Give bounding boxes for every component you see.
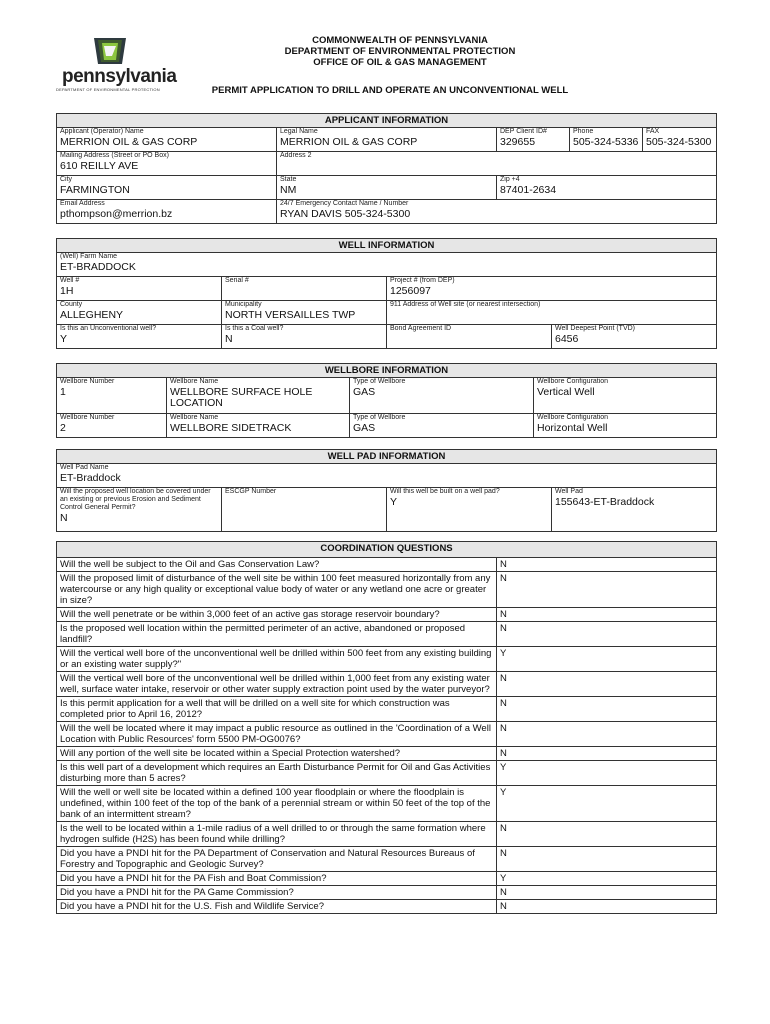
question-text: Is this permit application for a well that will be drilled on a well site for which construction was completed prior to April 16, 2012? bbox=[57, 697, 497, 722]
email-field[interactable]: Email Address pthompson@merrion.bz bbox=[57, 200, 277, 224]
section-header: WELL INFORMATION bbox=[57, 239, 717, 253]
wellbore-name-field[interactable]: Wellbore Name WELLBORE SIDETRACK bbox=[167, 414, 350, 438]
client-id-field[interactable]: DEP Client ID# 329655 bbox=[497, 128, 570, 152]
question-text: Is the proposed well location within the permitted perimeter of an active, abandoned or proposed landfill? bbox=[57, 622, 497, 647]
header-line-3: OFFICE OF OIL & GAS MANAGEMENT bbox=[313, 57, 487, 68]
bond-agreement-field[interactable]: Bond Agreement ID bbox=[387, 325, 552, 349]
wellbore-config-field[interactable]: Wellbore Configuration Horizontal Well bbox=[534, 414, 717, 438]
wellbore-type-field[interactable]: Type of Wellbore GAS bbox=[350, 378, 534, 414]
question-text: Did you have a PNDI hit for the U.S. Fish and Wildlife Service? bbox=[57, 900, 497, 914]
answer-field[interactable]: N bbox=[497, 697, 717, 722]
state-field[interactable]: State NM bbox=[277, 176, 497, 200]
911-address-field[interactable]: 911 Address of Well site (or nearest intersection) bbox=[387, 301, 717, 325]
wellbore-name-field[interactable]: Wellbore Name WELLBORE SURFACE HOLE LOCATION bbox=[167, 378, 350, 414]
wellbore-config-field[interactable]: Wellbore Configuration Vertical Well bbox=[534, 378, 717, 414]
question-row bbox=[57, 572, 717, 608]
question-text: Will the vertical well bore of the unconventional well be drilled within 500 feet from any existing building or an existing water supply?" bbox=[57, 647, 497, 672]
built-on-pad-field[interactable]: Will this well be built on a well pad? Y bbox=[387, 488, 552, 532]
wellbore-type-field[interactable]: Type of Wellbore GAS bbox=[350, 414, 534, 438]
answer-field[interactable]: N bbox=[497, 558, 717, 572]
question-text: Is this well part of a development which requires an Earth Disturbance Permit for Oil and Gas Activities disturbing more than 5 acres? bbox=[57, 761, 497, 786]
wellbore-info-section bbox=[56, 363, 717, 438]
question-row bbox=[57, 722, 717, 747]
question-row bbox=[57, 747, 717, 761]
form-title: PERMIT APPLICATION TO DRILL AND OPERATE AN UNCONVENTIONAL WELL bbox=[211, 85, 569, 96]
applicant-info-section bbox=[56, 113, 717, 224]
question-row bbox=[57, 697, 717, 722]
county-field[interactable]: County ALLEGHENY bbox=[57, 301, 222, 325]
question-text: Will the well be located where it may impact a public resource as outlined in the 'Coordination of a Well Location with Public Resources' form 5500 PM-OG0076? bbox=[57, 722, 497, 747]
question-row bbox=[57, 761, 717, 786]
keystone-icon bbox=[92, 34, 128, 66]
question-text: Is the well to be located within a 1-mile radius of a well drilled to or through the same formation where hydrogen sulfide (H2S) has been found while drilling? bbox=[57, 822, 497, 847]
well-info-section bbox=[56, 238, 717, 349]
answer-field[interactable]: Y bbox=[497, 786, 717, 822]
project-number-field[interactable]: Project # (from DEP) 1256097 bbox=[387, 277, 717, 301]
answer-field[interactable]: Y bbox=[497, 872, 717, 886]
coal-well-field[interactable]: Is this a Coal well? N bbox=[222, 325, 387, 349]
answer-field[interactable]: N bbox=[497, 572, 717, 608]
emergency-contact-field[interactable]: 24/7 Emergency Contact Name / Number RYAN DAVIS 505-324-5300 bbox=[277, 200, 717, 224]
esc-covered-field[interactable]: Will the proposed well location be covered under an existing or previous Erosion and Sediment Control General Permit? N bbox=[57, 488, 222, 532]
logo-subtitle: DEPARTMENT OF ENVIRONMENTAL PROTECTION bbox=[56, 87, 160, 92]
logo-wordmark: pennsylvania bbox=[62, 66, 177, 87]
well-pad-section bbox=[56, 449, 717, 532]
answer-field[interactable]: N bbox=[497, 847, 717, 872]
well-pad-id-field[interactable]: Well Pad 155643-ET-Braddock bbox=[552, 488, 717, 532]
wellbore-row bbox=[57, 378, 717, 414]
applicant-name-field[interactable]: Applicant (Operator) Name MERRION OIL & GAS CORP bbox=[57, 128, 277, 152]
question-text: Will the well or well site be located within a defined 100 year floodplain or where the floodplain is undefined, within 100 feet of the top of the bank of a perennial stream or within 50 feet of the top of the bank of an intermittent stream? bbox=[57, 786, 497, 822]
fax-field[interactable]: FAX 505-324-5300 bbox=[643, 128, 717, 152]
question-row bbox=[57, 900, 717, 914]
answer-field[interactable]: N bbox=[497, 900, 717, 914]
question-row bbox=[57, 822, 717, 847]
question-text: Will the proposed limit of disturbance of the well site be within 100 feet measured horizontally from any watercourse or any high quality or exceptional value body of water or any wetland one acre or greater in size? bbox=[57, 572, 497, 608]
header-line-1: COMMONWEALTH OF PENNSYLVANIA bbox=[312, 35, 488, 46]
serial-field[interactable]: Serial # bbox=[222, 277, 387, 301]
answer-field[interactable]: N bbox=[497, 672, 717, 697]
farm-name-field[interactable]: (Well) Farm Name ET-BRADDOCK bbox=[57, 253, 717, 277]
question-text: Did you have a PNDI hit for the PA Game Commission? bbox=[57, 886, 497, 900]
answer-field[interactable]: N bbox=[497, 608, 717, 622]
wellbore-number-field[interactable]: Wellbore Number 1 bbox=[57, 378, 167, 414]
unconventional-field[interactable]: Is this an Unconventional well? Y bbox=[57, 325, 222, 349]
question-text: Will the vertical well bore of the unconventional well be drilled within 1,000 feet from any existing water well, surface water intake, reservoir or other water supply extraction point used by the water purveyor? bbox=[57, 672, 497, 697]
coordination-section bbox=[56, 541, 717, 914]
answer-field[interactable]: N bbox=[497, 722, 717, 747]
section-header: WELL PAD INFORMATION bbox=[57, 450, 717, 464]
question-text: Will the well be subject to the Oil and Gas Conservation Law? bbox=[57, 558, 497, 572]
well-number-field[interactable]: Well # 1H bbox=[57, 277, 222, 301]
deepest-point-field[interactable]: Well Deepest Point (TVD) 6456 bbox=[552, 325, 717, 349]
question-row bbox=[57, 558, 717, 572]
question-text: Did you have a PNDI hit for the PA Department of Conservation and Natural Resources Bureaus of Forestry and Topographic and Geologic Survey? bbox=[57, 847, 497, 872]
well-pad-name-field[interactable]: Well Pad Name ET-Braddock bbox=[57, 464, 717, 488]
city-field[interactable]: City FARMINGTON bbox=[57, 176, 277, 200]
wellbore-row bbox=[57, 414, 717, 438]
municipality-field[interactable]: Municipality NORTH VERSAILLES TWP bbox=[222, 301, 387, 325]
question-row bbox=[57, 886, 717, 900]
zip-field[interactable]: Zip +4 87401-2634 bbox=[497, 176, 717, 200]
question-text: Will any portion of the well site be located within a Special Protection watershed? bbox=[57, 747, 497, 761]
phone-field[interactable]: Phone 505-324-5336 bbox=[570, 128, 643, 152]
section-header: COORDINATION QUESTIONS bbox=[57, 542, 717, 558]
pennsylvania-logo bbox=[56, 34, 177, 92]
wellbore-number-field[interactable]: Wellbore Number 2 bbox=[57, 414, 167, 438]
header-line-2: DEPARTMENT OF ENVIRONMENTAL PROTECTION bbox=[284, 46, 516, 57]
legal-name-field[interactable]: Legal Name MERRION OIL & GAS CORP bbox=[277, 128, 497, 152]
question-row bbox=[57, 608, 717, 622]
section-header: WELLBORE INFORMATION bbox=[57, 364, 717, 378]
question-row bbox=[57, 647, 717, 672]
question-row bbox=[57, 786, 717, 822]
section-header: APPLICANT INFORMATION bbox=[57, 114, 717, 128]
question-row bbox=[57, 872, 717, 886]
question-row bbox=[57, 847, 717, 872]
question-text: Did you have a PNDI hit for the PA Fish and Boat Commission? bbox=[57, 872, 497, 886]
answer-field[interactable]: N bbox=[497, 822, 717, 847]
question-row bbox=[57, 622, 717, 647]
mailing-address-field[interactable]: Mailing Address (Street or PO Box) 610 REILLY AVE bbox=[57, 152, 277, 176]
answer-field[interactable]: Y bbox=[497, 647, 717, 672]
answer-field[interactable]: N bbox=[497, 747, 717, 761]
answer-field[interactable]: N bbox=[497, 622, 717, 647]
question-row bbox=[57, 672, 717, 697]
answer-field[interactable]: Y bbox=[497, 761, 717, 786]
escgp-number-field[interactable]: ESCGP Number bbox=[222, 488, 387, 532]
answer-field[interactable]: N bbox=[497, 886, 717, 900]
address-2-field[interactable]: Address 2 bbox=[277, 152, 717, 176]
question-text: Will the well penetrate or be within 3,000 feet of an active gas storage reservoir boundary? bbox=[57, 608, 497, 622]
